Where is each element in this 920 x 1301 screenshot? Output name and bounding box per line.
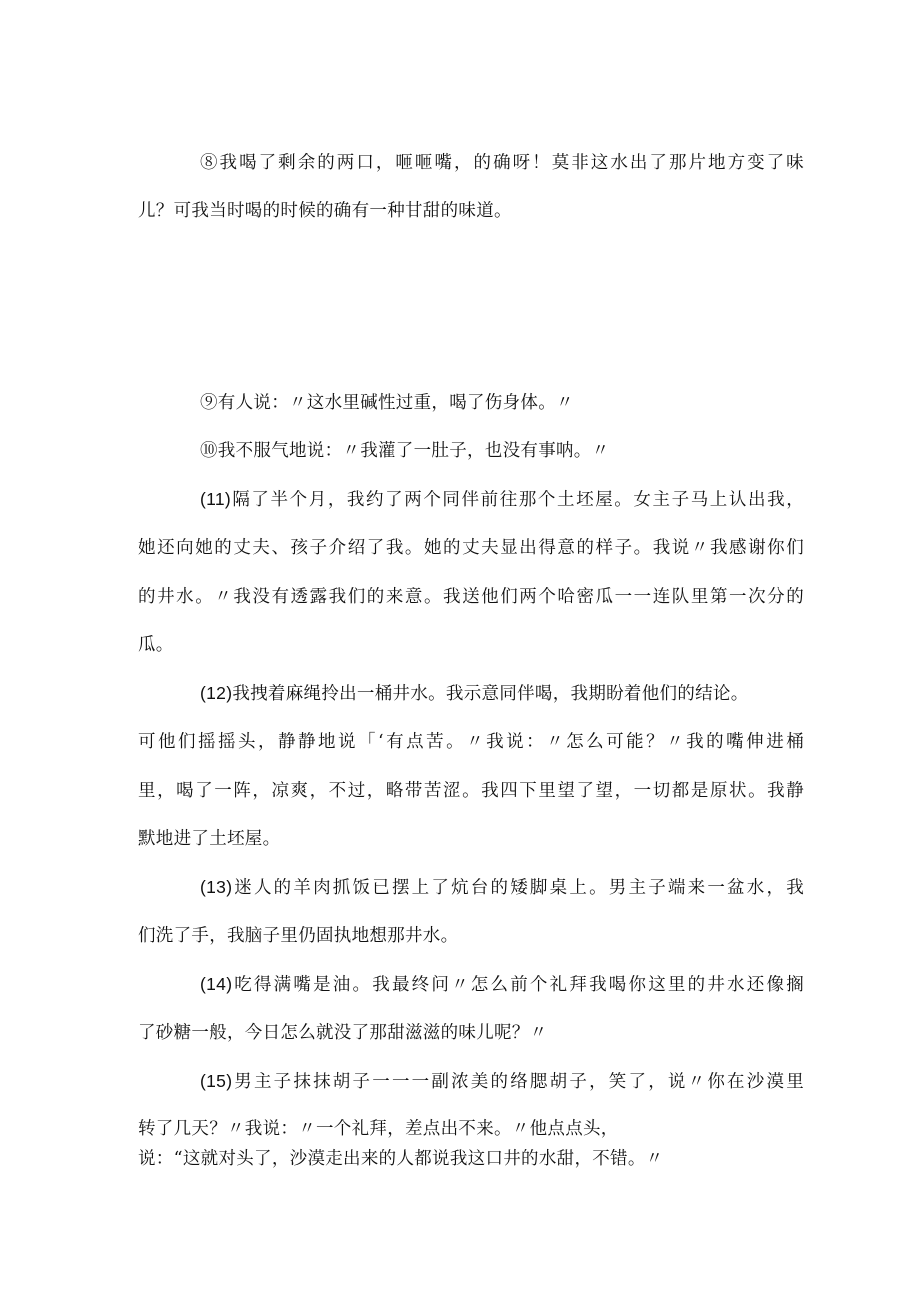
paragraph-11-number: (11) — [200, 489, 232, 509]
paragraph-11-line-1-text: 隔了半个月，我约了两个同伴前往那个土坯屋。女主子马上认出我， — [231, 490, 804, 510]
paragraph-11-line-4: 瓜。 — [138, 635, 174, 655]
paragraph-12-number: (12) — [200, 683, 233, 703]
paragraph-15-line-2: 转了几天？〃我说：〃一个礼拜，差点出不来。〃他点点头， — [138, 1119, 619, 1139]
paragraph-12-line-1 — [200, 681, 749, 706]
paragraph-12-line-2: 可他们摇摇头，静静地说「‘有点苦。〃我说：〃怎么可能？〃我的嘴伸进桶 — [138, 732, 804, 752]
paragraph-14-number: (14) — [200, 974, 233, 994]
paragraph-13-line-1-text: 迷人的羊肉抓饭已摆上了炕台的矮脚桌上。男主子端来一盆水，我 — [232, 878, 804, 898]
paragraph-11-line-2: 她还向她的丈夫、孩子介绍了我。她的丈夫显出得意的样子。我说〃我感谢你们 — [138, 538, 804, 558]
paragraph-10-line-1: ⑩我不服气地说：〃我灌了一肚子，也没有事呐。〃 — [200, 441, 610, 461]
paragraph-12-line-3: 里，喝了一阵，凉爽，不过，略带苦涩。我四下里望了望，一切都是原状。我静 — [138, 781, 804, 801]
paragraph-11-line-3: 的井水。〃我没有透露我们的来意。我送他们两个哈密瓜一一连队里第一次分的 — [138, 587, 804, 607]
paragraph-13-line-1 — [200, 875, 804, 900]
paragraph-14-line-1-text: 吃得满嘴是油。我最终问〃怎么前个礼拜我喝你这里的井水还像搁 — [232, 975, 804, 995]
paragraph-13-line-2: 们洗了手，我脑子里仍固执地想那井水。 — [138, 926, 459, 946]
paragraph-8-line-2: 儿？可我当时喝的时候的确有一种甘甜的味道。 — [138, 201, 512, 221]
paragraph-9-line-1: ⑨有人说：〃这水里碱性过重，喝了伤身体。〃 — [200, 393, 574, 413]
paragraph-15-line-1-text: 男主子抹抹胡子一一一副浓美的络腮胡子，笑了，说〃你在沙漠里 — [232, 1072, 804, 1092]
paragraph-14-line-1 — [200, 972, 804, 997]
paragraph-12-line-1-text: 我拽着麻绳拎出一桶井水。我示意同伴喝，我期盼着他们的结论。 — [232, 684, 749, 704]
paragraph-11-line-1 — [200, 487, 804, 512]
paragraph-15-number: (15) — [200, 1071, 233, 1091]
paragraph-13-number: (13) — [200, 877, 233, 897]
paragraph-12-line-4: 默地进了土坯屋。 — [138, 829, 281, 849]
paragraph-15-line-1 — [200, 1069, 804, 1094]
paragraph-15-line-3: 说：“这就对头了，沙漠走出来的人都说我这口井的水甜，不错。〃 — [138, 1149, 664, 1169]
paragraph-8-line-1: ⑧我喝了剩余的两口，咂咂嘴，的确呀！莫非这水出了那片地方变了味 — [200, 153, 804, 173]
paragraph-14-line-2: 了砂糖一般，今日怎么就没了那甜滋滋的味儿呢？〃 — [138, 1023, 548, 1043]
